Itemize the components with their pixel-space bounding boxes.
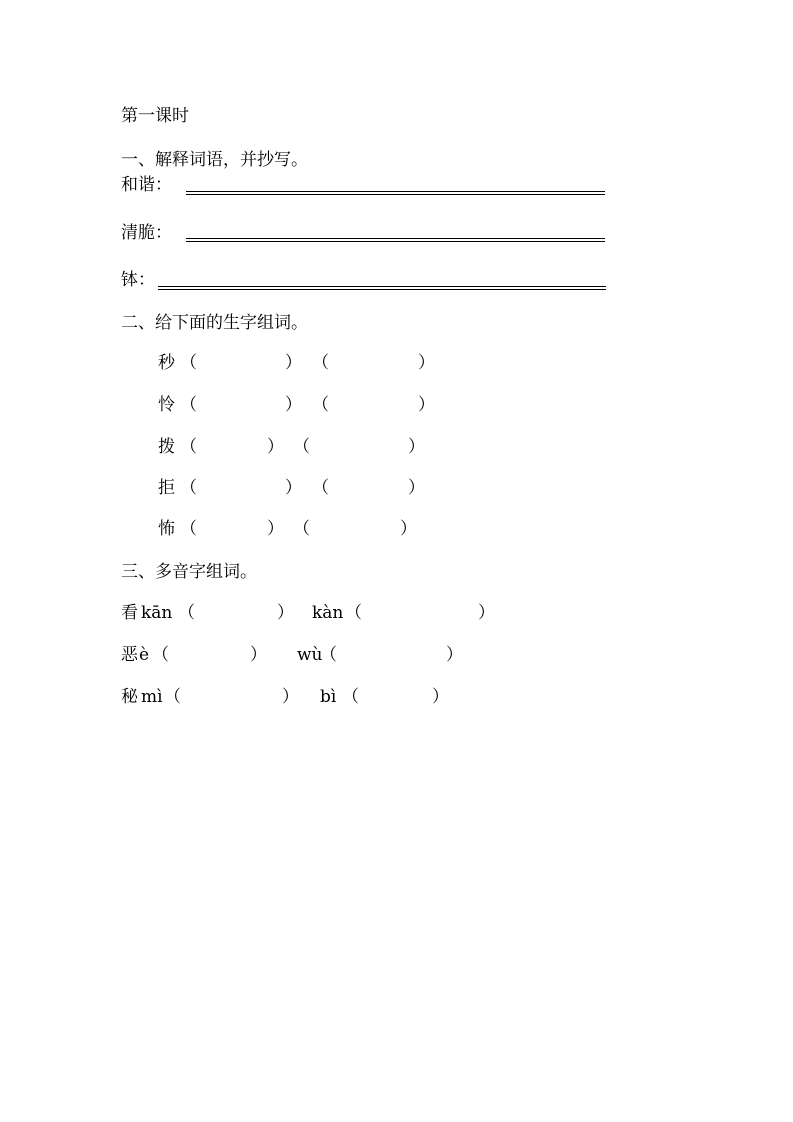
section1-heading: 一、解释词语，并抄写。 [121, 150, 308, 170]
open-paren: （ [312, 395, 329, 415]
close-paren: ） [400, 519, 417, 539]
char: 看 [121, 603, 138, 623]
open-paren: （ [312, 353, 329, 373]
pinyin-2: bì [320, 687, 337, 707]
close-paren: ） [285, 395, 302, 415]
lesson-title: 第一课时 [121, 106, 189, 126]
open-paren: （ [180, 353, 197, 373]
section3-heading: 三、多音字组词。 [121, 562, 257, 582]
open-paren: （ [293, 437, 310, 457]
char: 恶 [121, 645, 138, 665]
close-paren: ） [418, 395, 435, 415]
close-paren: ） [418, 353, 435, 373]
open-paren: （ [312, 478, 329, 498]
open-paren: （ [342, 687, 359, 707]
term-label-bo: 钵： [121, 270, 155, 290]
open-paren: （ [345, 603, 362, 623]
close-paren: ） [267, 437, 284, 457]
open-paren: （ [320, 645, 337, 665]
pinyin-1: è [139, 645, 150, 665]
answer-line-hexie[interactable] [186, 191, 605, 195]
answer-line-qingcui[interactable] [186, 238, 605, 242]
close-paren: ） [432, 687, 449, 707]
open-paren: （ [178, 603, 195, 623]
close-paren: ） [478, 603, 495, 623]
open-paren: （ [164, 687, 181, 707]
close-paren: ） [277, 603, 294, 623]
open-paren: （ [293, 519, 310, 539]
char: 怜 [158, 395, 175, 415]
char: 秘 [121, 687, 138, 707]
open-paren: （ [180, 519, 197, 539]
char: 怖 [158, 519, 175, 539]
close-paren: ） [446, 645, 463, 665]
pinyin-2: kàn [312, 603, 344, 623]
char: 拒 [158, 478, 175, 498]
open-paren: （ [180, 437, 197, 457]
open-paren: （ [180, 395, 197, 415]
open-paren: （ [180, 478, 197, 498]
term-label-qingcui: 清脆： [121, 223, 172, 243]
char: 秒 [158, 353, 175, 373]
close-paren: ） [408, 437, 425, 457]
char: 拨 [158, 437, 175, 457]
pinyin-2: wù [297, 645, 323, 665]
pinyin-1: mì [141, 687, 163, 707]
close-paren: ） [282, 687, 299, 707]
answer-line-bo[interactable] [158, 286, 606, 290]
pinyin-1: kān [141, 603, 173, 623]
open-paren: （ [152, 645, 169, 665]
close-paren: ） [267, 519, 284, 539]
close-paren: ） [408, 478, 425, 498]
term-label-hexie: 和谐： [121, 175, 172, 195]
close-paren: ） [250, 645, 267, 665]
section2-heading: 二、给下面的生字组词。 [121, 313, 308, 333]
close-paren: ） [285, 478, 302, 498]
close-paren: ） [285, 353, 302, 373]
